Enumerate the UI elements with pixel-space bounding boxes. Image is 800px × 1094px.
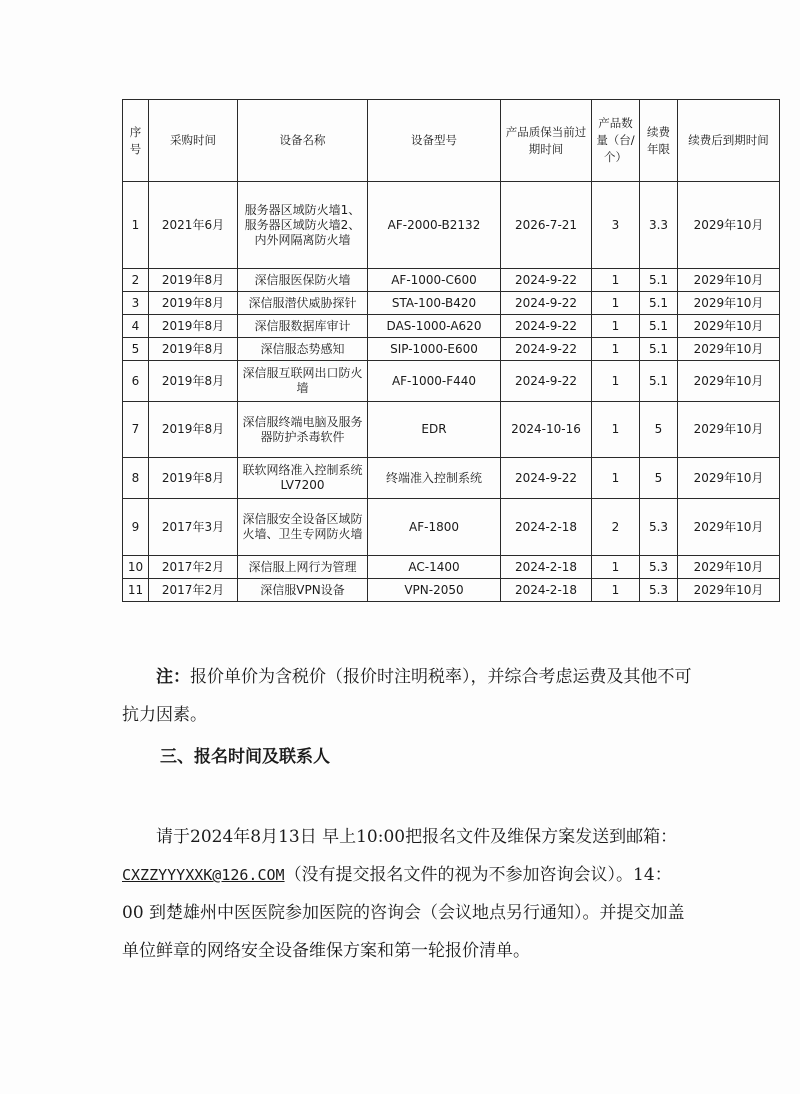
table-cell: 5.3 (640, 579, 678, 602)
header-cell: 设备型号 (368, 100, 501, 182)
table-cell: 2029年10月 (678, 402, 780, 458)
table-cell: 2024-2-18 (501, 556, 592, 579)
table-cell: 2029年10月 (678, 361, 780, 402)
table-cell: 2024-10-16 (501, 402, 592, 458)
table-row (123, 579, 780, 602)
table-cell: 2029年10月 (678, 556, 780, 579)
table-row (123, 182, 780, 269)
header-cell: 设备名称 (238, 100, 368, 182)
table-cell: 2019年8月 (149, 315, 238, 338)
table-row (123, 556, 780, 579)
table-cell: AC-1400 (368, 556, 501, 579)
table-row (123, 338, 780, 361)
table-cell: 3 (592, 182, 640, 269)
equipment-table (122, 99, 780, 602)
table-cell: 5.1 (640, 315, 678, 338)
table-cell: 4 (123, 315, 149, 338)
table-cell: 2029年10月 (678, 269, 780, 292)
contact-text-before: 请于2024年8月13日 早上10:00把报名文件及维保方案发送到邮箱： (156, 827, 678, 847)
header-cell: 续费后到期时间 (678, 100, 780, 182)
table-cell: 10 (123, 556, 149, 579)
table-cell: 2029年10月 (678, 182, 780, 269)
table-cell: 2026-7-21 (501, 182, 592, 269)
table-cell: AF-1800 (368, 499, 501, 556)
table-cell: 1 (123, 182, 149, 269)
table-cell: 1 (592, 315, 640, 338)
table-cell: 5 (123, 338, 149, 361)
table-cell: 3 (123, 292, 149, 315)
table-cell: 2017年3月 (149, 499, 238, 556)
table-cell: 3.3 (640, 182, 678, 269)
table-cell: 2024-2-18 (501, 579, 592, 602)
table-cell: 2029年10月 (678, 315, 780, 338)
table-header-row (123, 100, 780, 182)
table-cell: 深信服互联网出口防火墙 (238, 361, 368, 402)
header-cell: 产品数量（台/个） (592, 100, 640, 182)
note-text: 报价单价为含税价（报价时注明税率），并综合考虑运费及其他不可抗力因素。 (122, 667, 692, 725)
table-cell: 2024-9-22 (501, 458, 592, 499)
table-row (123, 499, 780, 556)
table-cell: 深信服安全设备区域防火墙、卫生专网防火墙 (238, 499, 368, 556)
table-cell: 深信服医保防火墙 (238, 269, 368, 292)
table-cell: 深信服数据库审计 (238, 315, 368, 338)
table-cell: 2024-9-22 (501, 292, 592, 315)
table-cell: 2019年8月 (149, 361, 238, 402)
section-heading: 三、报名时间及联系人 (160, 747, 330, 767)
table-cell: EDR (368, 402, 501, 458)
table-cell: 5 (640, 458, 678, 499)
table-cell: 1 (592, 338, 640, 361)
table-cell: 2029年10月 (678, 338, 780, 361)
table-cell: 2029年10月 (678, 579, 780, 602)
table-cell: 2 (592, 499, 640, 556)
table-cell: AF-1000-C600 (368, 269, 501, 292)
table-cell: 7 (123, 402, 149, 458)
table-cell: 2024-9-22 (501, 315, 592, 338)
table-row (123, 402, 780, 458)
table-cell: 2 (123, 269, 149, 292)
table-row (123, 269, 780, 292)
table-cell: 1 (592, 292, 640, 315)
table-cell: 深信服终端电脑及服务器防护杀毒软件 (238, 402, 368, 458)
table-cell: 5.1 (640, 338, 678, 361)
table-cell: AF-2000-B2132 (368, 182, 501, 269)
table-cell: 2017年2月 (149, 556, 238, 579)
table-row (123, 361, 780, 402)
table-cell: 2024-2-18 (501, 499, 592, 556)
table-cell: 5.1 (640, 269, 678, 292)
table-cell: 服务器区域防火墙1、服务器区域防火墙2、内外网隔离防火墙 (238, 182, 368, 269)
table-cell: 2029年10月 (678, 458, 780, 499)
table-cell: 5 (640, 402, 678, 458)
table-cell: 5.3 (640, 556, 678, 579)
table-row (123, 292, 780, 315)
table-cell: 2019年8月 (149, 458, 238, 499)
table-cell: 联软网络准入控制系统LV7200 (238, 458, 368, 499)
table-cell: 2019年8月 (149, 292, 238, 315)
table-cell: 1 (592, 579, 640, 602)
email-link[interactable]: CXZZYYYXXK@126.COM (122, 866, 285, 884)
header-cell: 序号 (123, 100, 149, 182)
table-cell: VPN-2050 (368, 579, 501, 602)
contact-paragraph (122, 818, 692, 970)
table-cell: 深信服VPN设备 (238, 579, 368, 602)
table-cell: 5.1 (640, 361, 678, 402)
table-cell: 2021年6月 (149, 182, 238, 269)
table-cell: 1 (592, 361, 640, 402)
table-cell: 2029年10月 (678, 292, 780, 315)
table-row (123, 458, 780, 499)
table-body (123, 182, 780, 602)
table-cell: DAS-1000-A620 (368, 315, 501, 338)
header-cell: 产品质保当前过期时间 (501, 100, 592, 182)
table-cell: 6 (123, 361, 149, 402)
table-cell: 2017年2月 (149, 579, 238, 602)
table-cell: 终端准入控制系统 (368, 458, 501, 499)
table-row (123, 315, 780, 338)
table-cell: 8 (123, 458, 149, 499)
table-cell: AF-1000-F440 (368, 361, 501, 402)
table-cell: 11 (123, 579, 149, 602)
table-cell: 2019年8月 (149, 269, 238, 292)
table-cell: 深信服态势感知 (238, 338, 368, 361)
table-cell: 2024-9-22 (501, 269, 592, 292)
note-paragraph (122, 658, 692, 734)
table-cell: 1 (592, 556, 640, 579)
table-cell: 5.1 (640, 292, 678, 315)
table-cell: 1 (592, 402, 640, 458)
table-cell: 2019年8月 (149, 338, 238, 361)
table-cell: 2019年8月 (149, 402, 238, 458)
table-cell: SIP-1000-E600 (368, 338, 501, 361)
table-cell: 2024-9-22 (501, 338, 592, 361)
table-cell: 深信服潜伏威胁探针 (238, 292, 368, 315)
table-cell: 5.3 (640, 499, 678, 556)
table-cell: 2024-9-22 (501, 361, 592, 402)
table-cell: STA-100-B420 (368, 292, 501, 315)
contact-text-after: （没有提交报名文件的视为不参加咨询会议）。14：00 到楚雄州中医医院参加医院的咨询会（会议地点另行通知）。并提交加盖单位鲜章的网络安全设备维保方案和第一轮报价清单。 (122, 865, 685, 961)
header-cell: 续费年限 (640, 100, 678, 182)
table-cell: 1 (592, 458, 640, 499)
table-cell: 1 (592, 269, 640, 292)
header-cell: 采购时间 (149, 100, 238, 182)
table-cell: 9 (123, 499, 149, 556)
table-cell: 深信服上网行为管理 (238, 556, 368, 579)
note-label: 注： (156, 667, 190, 687)
table-cell: 2029年10月 (678, 499, 780, 556)
